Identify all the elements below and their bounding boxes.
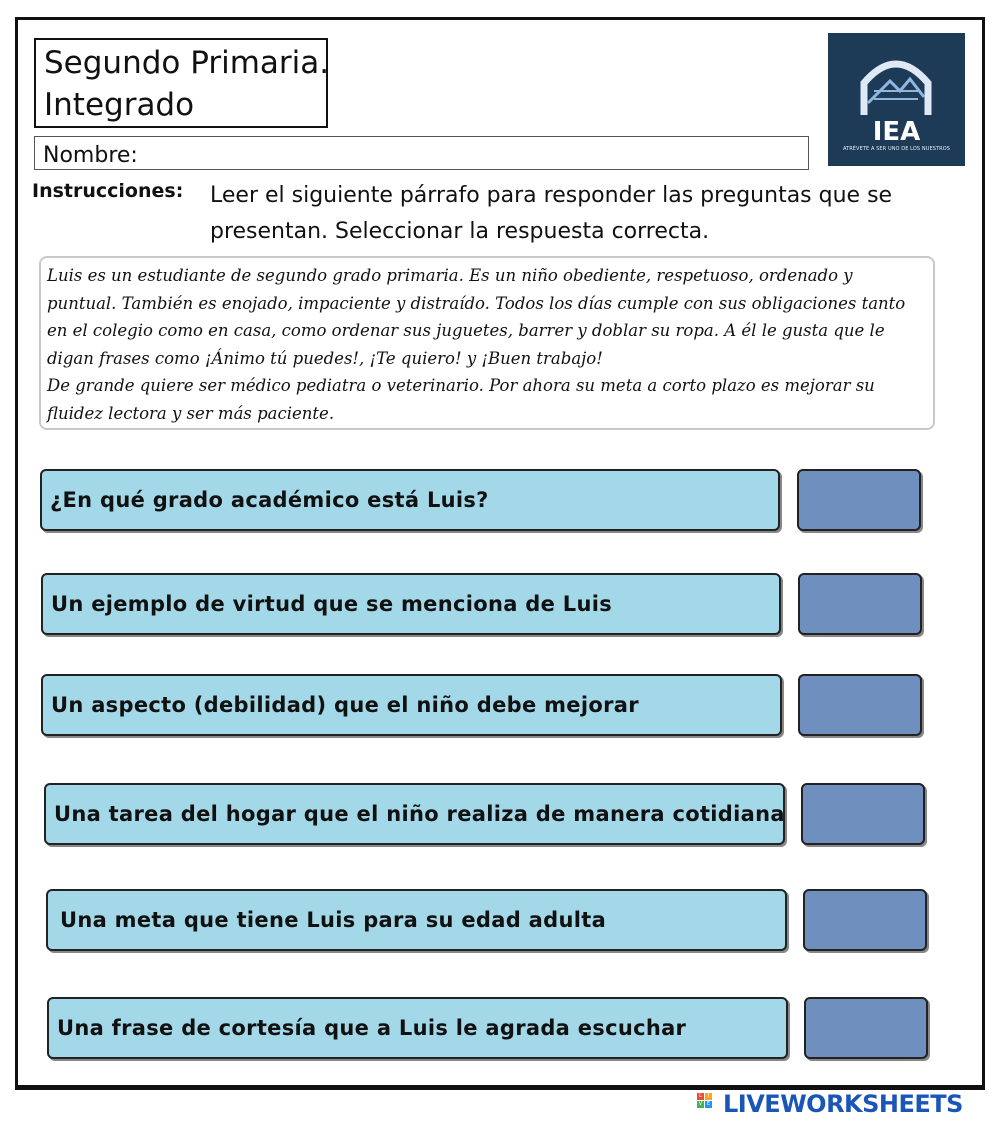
name-label: Nombre: <box>43 143 138 168</box>
logo-text: IEA <box>872 117 921 147</box>
passage-paragraph-1: Luis es un estudiante de segundo grado primaria. Es un niño obediente, respetuoso, ordenado y puntual. También es enojado, impaciente y distraído. Todos los días cumple con sus obligaciones tanto en el colegio como en casa, como ordenar sus juguetes, barrer y doblar su ropa. A él le gusta que le digan frases como ¡Ánimo tú puedes!, ¡Te quiero! y ¡Buen trabajo! <box>47 266 906 368</box>
passage-paragraph-2: De grande quiere ser médico pediatra o veterinario. Por ahora su meta a corto plazo es mejorar su fluidez lectora y ser más paciente. <box>47 376 875 423</box>
liveworksheets-icon: L I V E <box>698 1093 711 1107</box>
reading-passage <box>39 256 935 430</box>
instructions-label: Instrucciones: <box>32 180 184 202</box>
title-line-1: Segundo Primaria. <box>44 45 330 81</box>
answer-box-5[interactable] <box>803 889 927 951</box>
brand-text: LIVEWORKSHEETS <box>723 1090 963 1118</box>
answer-box-1[interactable] <box>797 469 921 531</box>
question-label: ¿En qué grado académico está Luis? <box>40 469 780 531</box>
school-logo <box>828 33 965 166</box>
title-line-2: Integrado <box>44 87 195 123</box>
question-label: Un ejemplo de virtud que se menciona de Luis <box>41 573 781 635</box>
answer-box-2[interactable] <box>798 573 922 635</box>
logo-tagline: ATRÉVETE A SER UNO DE LOS NUESTROS <box>842 146 951 152</box>
question-label: Una meta que tiene Luis para su edad adulta <box>46 889 787 951</box>
title-box <box>34 38 328 128</box>
name-field[interactable] <box>34 136 809 170</box>
question-label: Una tarea del hogar que el niño realiza de manera cotidiana <box>44 783 785 845</box>
instructions-text: Leer el siguiente párrafo para responder las preguntas que se presentan. Seleccionar la respuesta correcta. <box>210 183 893 244</box>
question-label: Una frase de cortesía que a Luis le agrada escuchar <box>47 997 788 1059</box>
question-label: Un aspecto (debilidad) que el niño debe mejorar <box>41 674 782 736</box>
answer-box-4[interactable] <box>801 783 925 845</box>
answer-box-6[interactable] <box>804 997 928 1059</box>
answer-box-3[interactable] <box>798 674 922 736</box>
